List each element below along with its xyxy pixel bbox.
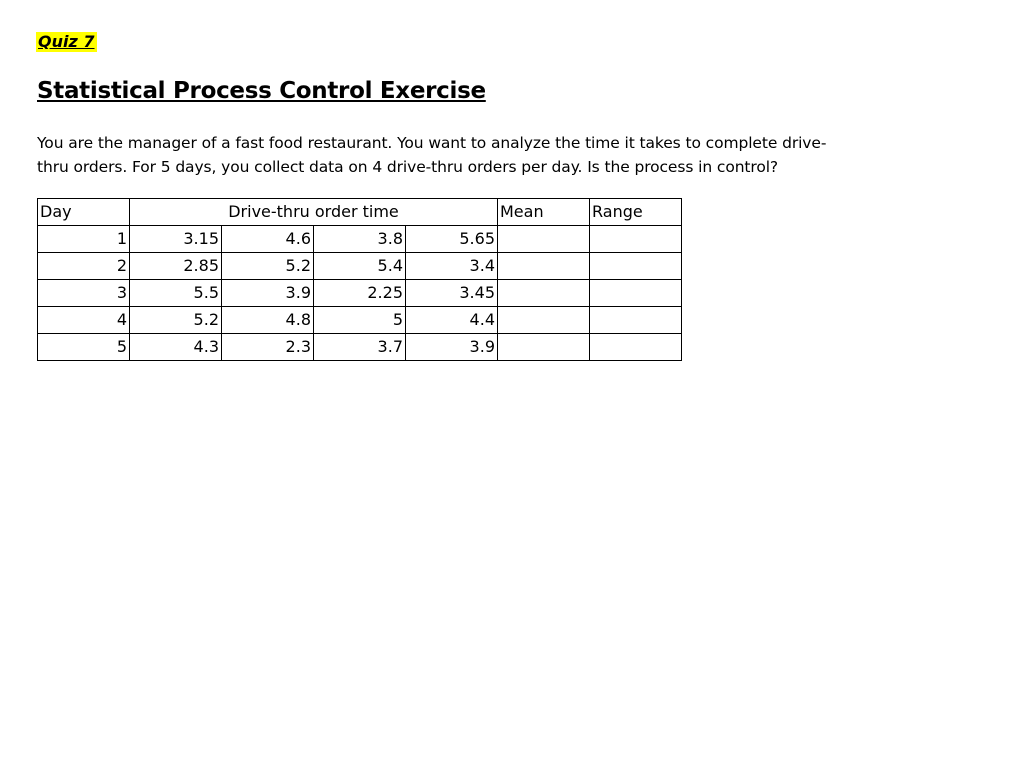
cell-mean[interactable] xyxy=(498,280,590,307)
cell-mean[interactable] xyxy=(498,226,590,253)
cell-day: 4 xyxy=(38,307,130,334)
cell-time-4: 4.4 xyxy=(406,307,498,334)
cell-time-3: 2.25 xyxy=(314,280,406,307)
table-row xyxy=(38,226,682,253)
cell-time-2: 4.6 xyxy=(222,226,314,253)
cell-mean[interactable] xyxy=(498,334,590,361)
cell-time-2: 3.9 xyxy=(222,280,314,307)
cell-time-4: 3.45 xyxy=(406,280,498,307)
cell-range[interactable] xyxy=(590,226,682,253)
cell-time-3: 5 xyxy=(314,307,406,334)
cell-range[interactable] xyxy=(590,253,682,280)
cell-time-4: 3.9 xyxy=(406,334,498,361)
cell-mean[interactable] xyxy=(498,253,590,280)
cell-range[interactable] xyxy=(590,307,682,334)
cell-day: 2 xyxy=(38,253,130,280)
cell-time-3: 3.8 xyxy=(314,226,406,253)
table-row xyxy=(38,280,682,307)
cell-time-1: 5.5 xyxy=(130,280,222,307)
problem-statement xyxy=(37,131,937,179)
cell-time-2: 4.8 xyxy=(222,307,314,334)
header-day: Day xyxy=(38,199,130,226)
order-time-table xyxy=(37,198,682,361)
cell-time-2: 5.2 xyxy=(222,253,314,280)
cell-time-2: 2.3 xyxy=(222,334,314,361)
cell-time-1: 5.2 xyxy=(130,307,222,334)
table-header-row xyxy=(38,199,682,226)
header-order-times: Drive-thru order time xyxy=(130,199,498,226)
quiz-label: Quiz 7 xyxy=(38,32,95,51)
cell-mean[interactable] xyxy=(498,307,590,334)
table-row xyxy=(38,307,682,334)
cell-time-1: 4.3 xyxy=(130,334,222,361)
cell-day: 1 xyxy=(38,226,130,253)
cell-time-1: 2.85 xyxy=(130,253,222,280)
page-title: Statistical Process Control Exercise xyxy=(37,78,486,104)
problem-statement-line-2: thru orders. For 5 days, you collect data on 4 drive-thru orders per day. Is the process in control? xyxy=(37,158,779,176)
header-range: Range xyxy=(590,199,682,226)
table-row xyxy=(38,253,682,280)
cell-time-4: 3.4 xyxy=(406,253,498,280)
table-row xyxy=(38,334,682,361)
cell-range[interactable] xyxy=(590,280,682,307)
cell-time-4: 5.65 xyxy=(406,226,498,253)
cell-time-3: 3.7 xyxy=(314,334,406,361)
header-mean: Mean xyxy=(498,199,590,226)
cell-range[interactable] xyxy=(590,334,682,361)
cell-time-3: 5.4 xyxy=(314,253,406,280)
cell-day: 3 xyxy=(38,280,130,307)
cell-time-1: 3.15 xyxy=(130,226,222,253)
cell-day: 5 xyxy=(38,334,130,361)
problem-statement-line-1: You are the manager of a fast food restaurant. You want to analyze the time it takes to complete drive- xyxy=(37,134,827,152)
